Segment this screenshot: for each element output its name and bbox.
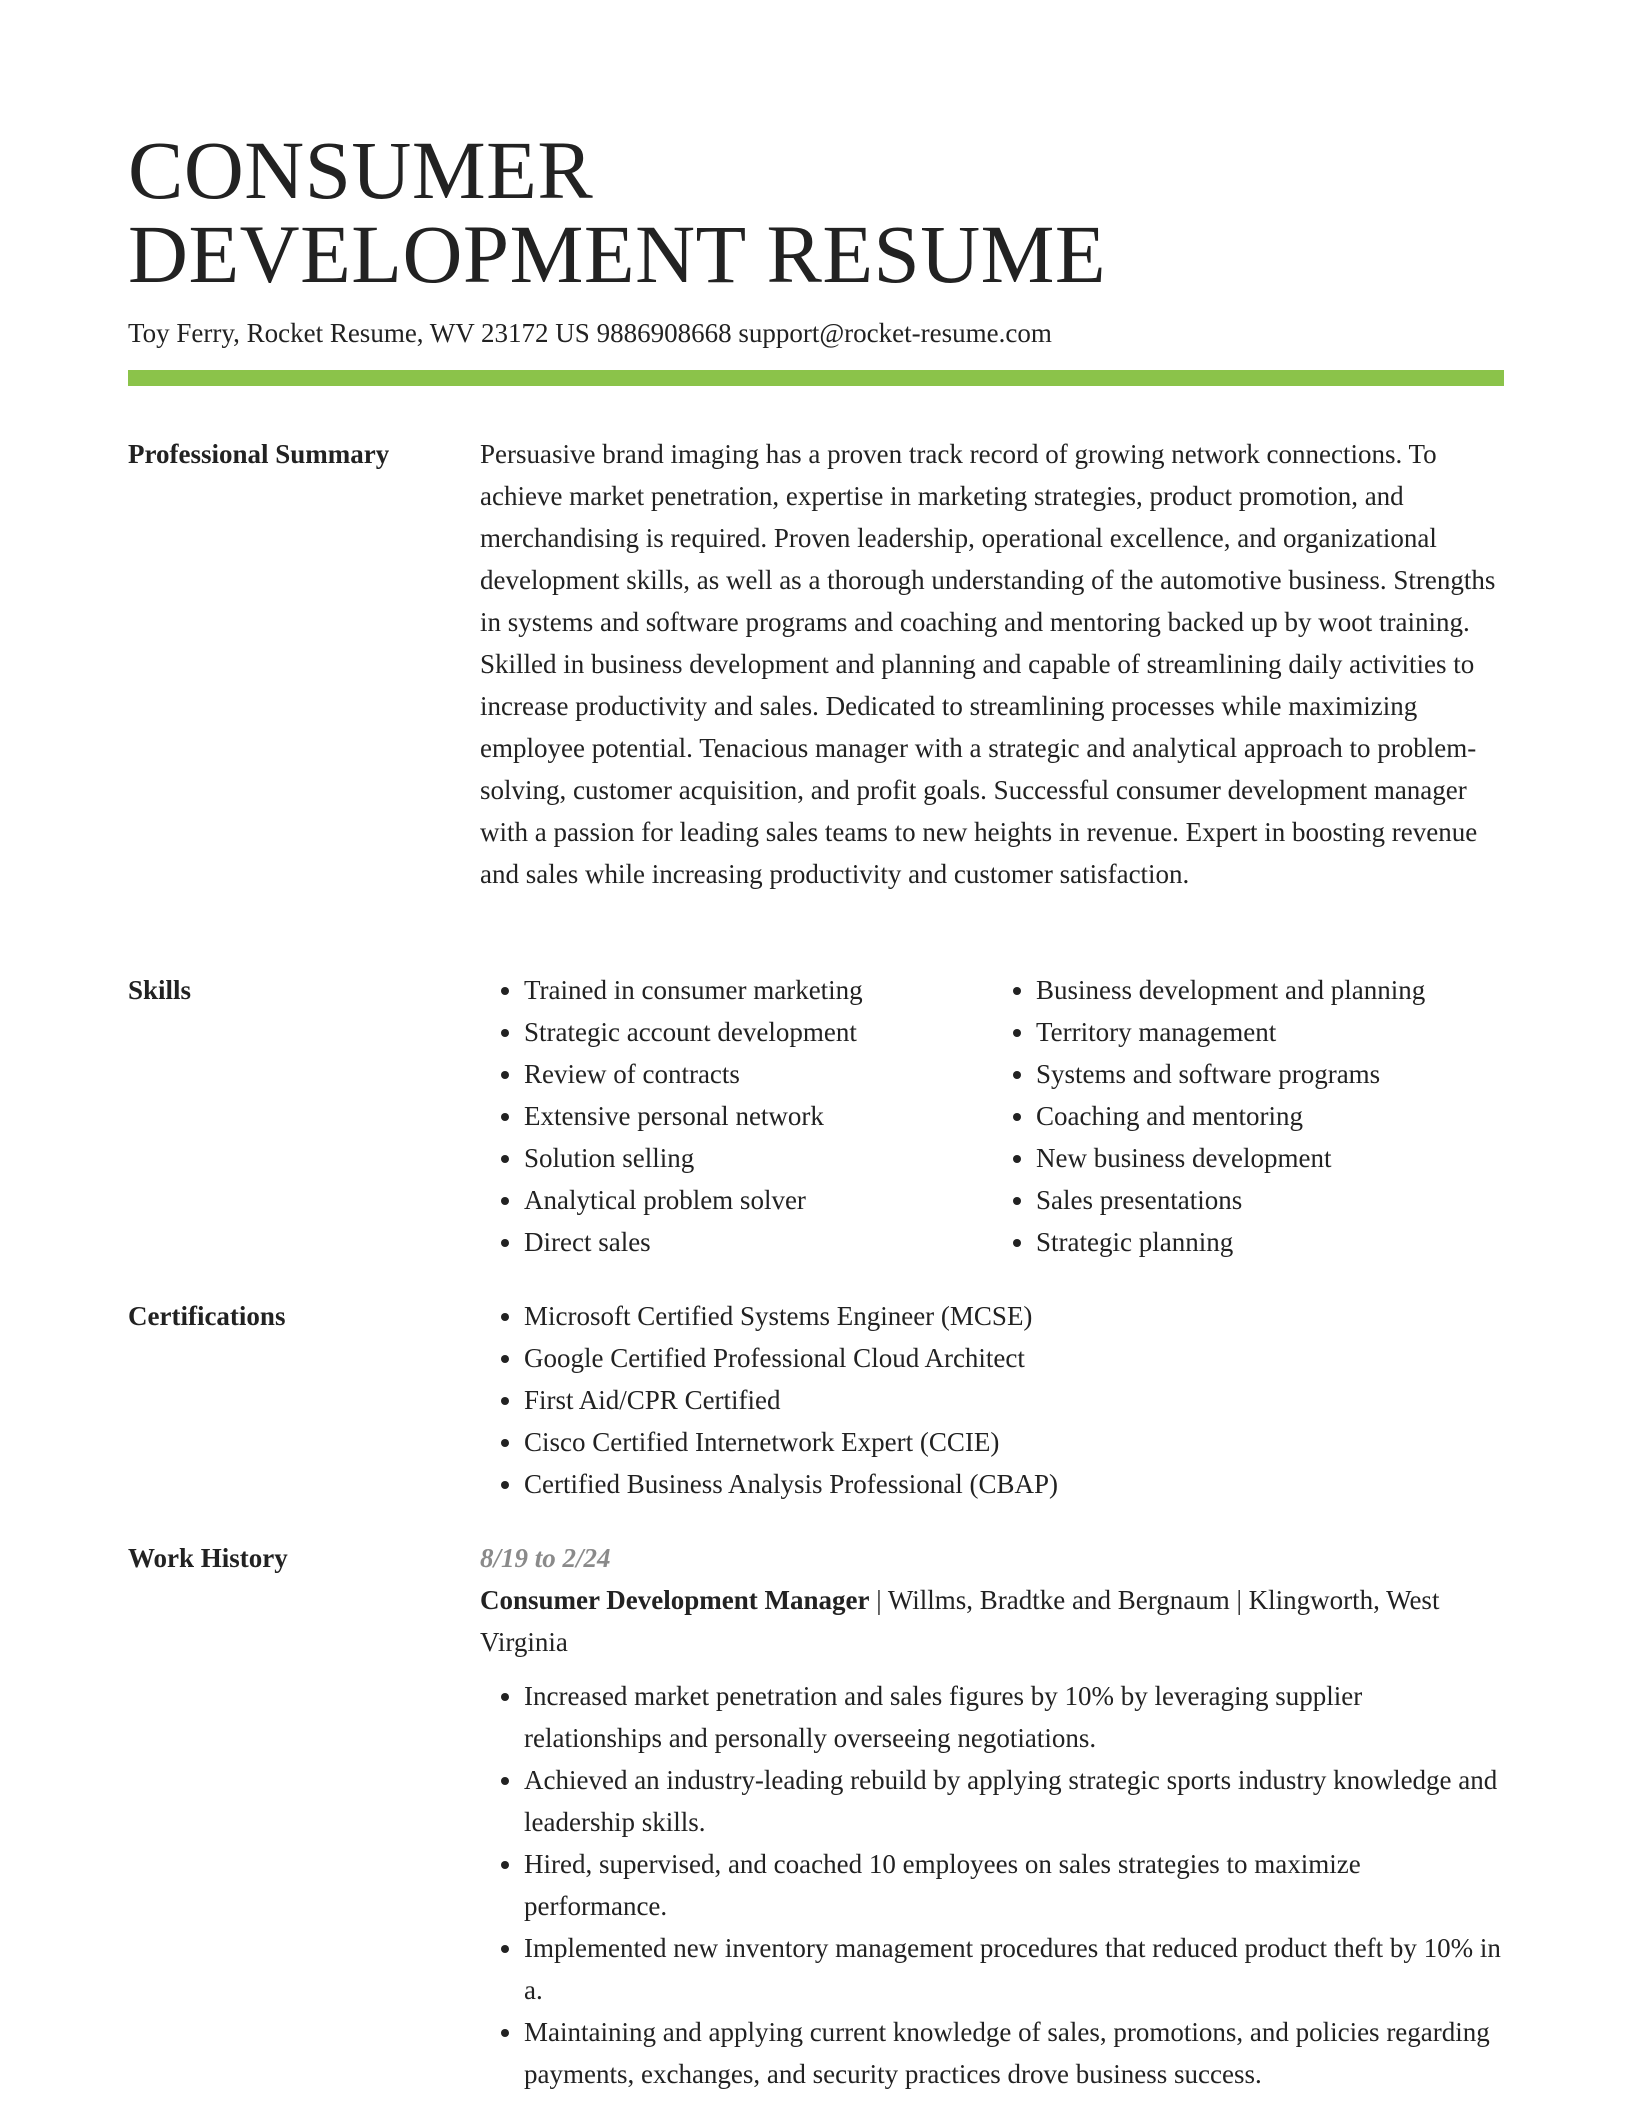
- job-title: Consumer Development Manager: [480, 1585, 870, 1615]
- skill-item: • Systems and software programs: [1036, 1053, 1504, 1095]
- skill-item: • Extensive personal network: [524, 1095, 992, 1137]
- skill-item: • Strategic account development: [524, 1011, 992, 1053]
- job-dates: 8/19 to 2/24: [480, 1543, 611, 1573]
- certification-item: • Google Certified Professional Cloud Architect: [524, 1337, 1504, 1379]
- job-details: | Willms, Bradtke and Bergnaum | Klingworth, West Virginia: [480, 1585, 1440, 1657]
- summary-content: [480, 433, 1504, 895]
- certification-item: • Cisco Certified Internetwork Expert (CCIE): [524, 1421, 1504, 1463]
- certifications-content: [480, 1295, 1504, 1505]
- summary-text: Persuasive brand imaging has a proven track record of growing network connections. To achieve market penetration, expertise in marketing strategies, product promotion, and merchandising is required. Proven leadership, operational excellence, and organizational development skills, as well as a thorough understanding of the automotive business. Strengths in systems and software programs and coaching and mentoring backed up by woot training. Skilled in business development and planning and capable of streamlining daily activities to increase productivity and sales. Dedicated to streamlining processes while maximizing employee potential. Tenacious manager with a strategic and analytical approach to problem-solving, customer acquisition, and profit goals. Successful consumer development manager with a passion for leading sales teams to new heights in revenue. Expert in boosting revenue and sales while increasing productivity and customer satisfaction.: [480, 439, 1496, 889]
- skill-item: • Analytical problem solver: [524, 1179, 992, 1221]
- job-bullet: • Maintaining and applying current knowledge of sales, promotions, and policies regarding payments, exchanges, and security practices drove business success.: [524, 2011, 1504, 2095]
- skill-item: • New business development: [1036, 1137, 1504, 1179]
- job-bullet: • Increased market penetration and sales figures by 10% by leveraging supplier relationships and personally overseeing negotiations.: [524, 1675, 1504, 1759]
- job-bullet: • Achieved an industry-leading rebuild by applying strategic sports industry knowledge and leadership skills.: [524, 1759, 1504, 1843]
- skill-item: • Solution selling: [524, 1137, 992, 1179]
- skill-item: • Coaching and mentoring: [1036, 1095, 1504, 1137]
- work-history-label: Work History: [128, 1543, 288, 1573]
- job-bullets: [480, 1675, 1504, 2095]
- accent-divider: [128, 370, 1504, 386]
- skill-item: • Direct sales: [524, 1221, 992, 1263]
- certification-item: • Certified Business Analysis Professional (CBAP): [524, 1463, 1504, 1505]
- skill-item: • Territory management: [1036, 1011, 1504, 1053]
- skill-item: • Business development and planning: [1036, 969, 1504, 1011]
- skill-item: • Trained in consumer marketing: [524, 969, 992, 1011]
- title-line-2: DEVELOPMENT RESUME: [128, 208, 1107, 300]
- skill-item: • Review of contracts: [524, 1053, 992, 1095]
- work-history-content: [480, 1537, 1504, 2095]
- resume-title: [128, 124, 1107, 300]
- skills-label: Skills: [128, 975, 192, 1005]
- certifications-label: Certifications: [128, 1301, 286, 1331]
- skills-content: [480, 969, 1504, 1263]
- certifications-list: [480, 1295, 1504, 1505]
- title-line-1: CONSUMER: [128, 124, 594, 216]
- job-bullet: • Implemented new inventory management procedures that reduced product theft by 10% in a.: [524, 1927, 1504, 2011]
- skills-list-right: [992, 969, 1504, 1263]
- skill-item: • Strategic planning: [1036, 1221, 1504, 1263]
- certification-item: • Microsoft Certified Systems Engineer (MCSE): [524, 1295, 1504, 1337]
- certification-item: • First Aid/CPR Certified: [524, 1379, 1504, 1421]
- skills-list-left: [480, 969, 992, 1263]
- job-bullet: • Hired, supervised, and coached 10 employees on sales strategies to maximize performance.: [524, 1843, 1504, 1927]
- job-heading: [480, 1579, 1504, 1663]
- summary-label: Professional Summary: [128, 439, 390, 469]
- skill-item: • Sales presentations: [1036, 1179, 1504, 1221]
- contact-info: Toy Ferry, Rocket Resume, WV 23172 US 9886908668 support@rocket-resume.com: [128, 318, 1052, 348]
